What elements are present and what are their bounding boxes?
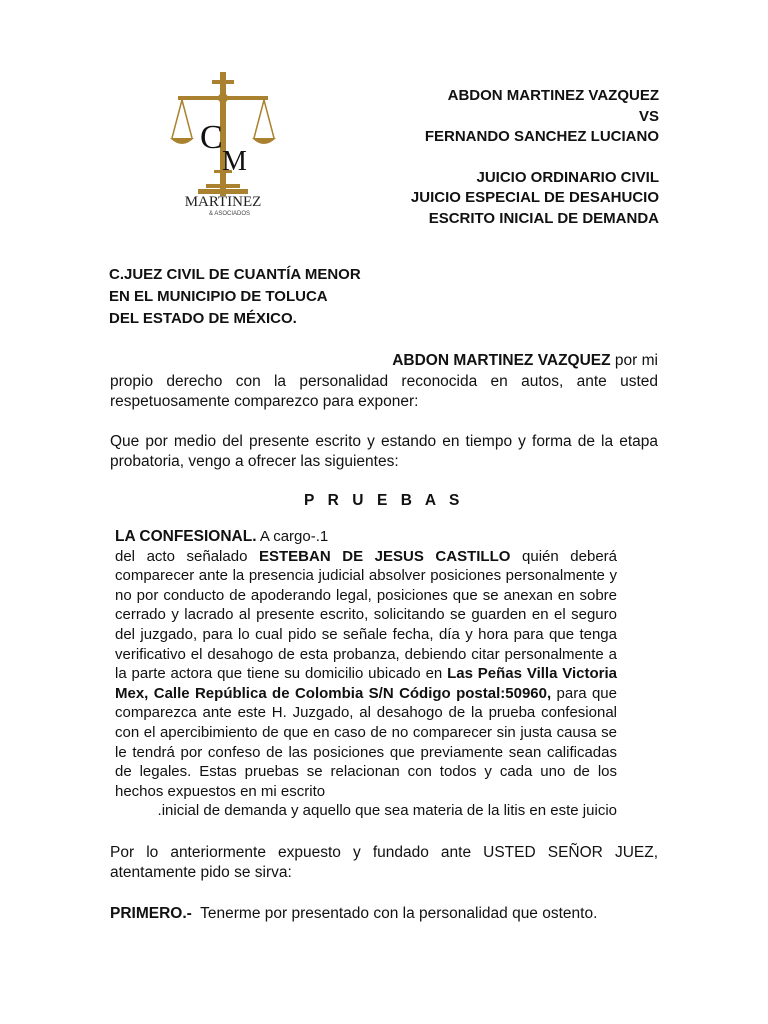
logo-subtitle: & ASOCIADOS: [208, 211, 250, 217]
intro-first-line: [392, 351, 658, 371]
confesional-title-after: A cargo-.1: [256, 528, 329, 545]
scales-of-justice-icon: [168, 70, 278, 220]
logo-initial-m: M: [222, 146, 247, 177]
heading-vs: VS: [638, 107, 659, 125]
primero-line: [110, 904, 658, 924]
confesional-address: Las Peñas Villa Victoria Mex, Calle República de Colombia S/N Código postal:50960,: [115, 665, 618, 702]
addressee: [109, 264, 361, 330]
confesional-block: [115, 527, 617, 821]
primero-label: PRIMERO.-: [110, 905, 192, 922]
confesional-last-line: .inicial de demanda y aquello que sea materia de la litis en este juicio: [157, 802, 617, 820]
confesional-title-line: [115, 527, 617, 547]
case-heading: [411, 86, 659, 230]
heading-special-trial: JUICIO ESPECIAL DE DESAHUCIO: [410, 189, 659, 207]
intro-after-name: por mi: [610, 352, 658, 369]
primero-text: Tenerme por presentado con la personalidad que ostento.: [191, 905, 598, 922]
addressee-line: DEL ESTADO DE MÉXICO.: [109, 310, 297, 327]
confesional-person: ESTEBAN DE JESUS CASTILLO: [259, 547, 511, 565]
intro-name: ABDON MARTINEZ VAZQUEZ: [392, 352, 611, 369]
heading-plaintiff: ABDON MARTINEZ VAZQUEZ: [447, 87, 659, 104]
addressee-line: C.JUEZ CIVIL DE CUANTÍA MENOR: [109, 266, 361, 283]
confesional-text: para que comparezca ante este H. Juzgado, al desahogo de la prueba confesional con el apercibimiento de que en caso de no comparecer sin justa causa se le tendrá por confeso de las posiciones que previamente sean calificadas de legales. Estas pruebas se relacionan con todos y cada uno de los hechos expuestos en mi escrito: [115, 684, 617, 800]
logo-name: MARTINEZ: [184, 194, 262, 210]
intro-paragraph: propio derecho con la personalidad reconocida en autos, ante usted respetuosamente comparezco para exponer:: [110, 373, 658, 411]
logo-initial-c: C: [200, 119, 223, 156]
confesional-title: LA CONFESIONAL.: [115, 528, 257, 545]
offer-paragraph: Que por medio del presente escrito y estando en tiempo y forma de la etapa probatoria, vengo a ofrecer las siguientes:: [110, 433, 658, 471]
heading-defendant: FERNANDO SANCHEZ LUCIANO: [424, 128, 659, 146]
confesional-text: quién deberá comparecer ante la presencia judicial absolver posiciones personalmente y no por conducto de apoderando legal, posiciones que se anexan en sobre cerrado y lacrado al presente escrito, solicitando se guarden en el seguro del juzgado, para lo cual pido se señale fecha, día y hora para que tenga verificativo el desahogo de esta probanza, debiendo citar personalmente a la parte actora que tiene su domicilio ubicado en: [115, 547, 618, 683]
closing-paragraph: Por lo anteriormente expuesto y fundado ante USTED SEÑOR JUEZ, atentamente pido se sirva:: [110, 844, 658, 882]
addressee-line: EN EL MUNICIPIO DE TOLUCA: [109, 288, 328, 305]
firm-logo: [168, 70, 278, 220]
confesional-text: del acto señalado: [115, 547, 259, 565]
heading-document-type: ESCRITO INICIAL DE DEMANDA: [428, 209, 659, 227]
heading-trial-type: JUICIO ORDINARIO CIVIL: [476, 168, 659, 186]
confesional-body: [115, 547, 617, 802]
section-title: P R U E B A S: [304, 492, 464, 509]
